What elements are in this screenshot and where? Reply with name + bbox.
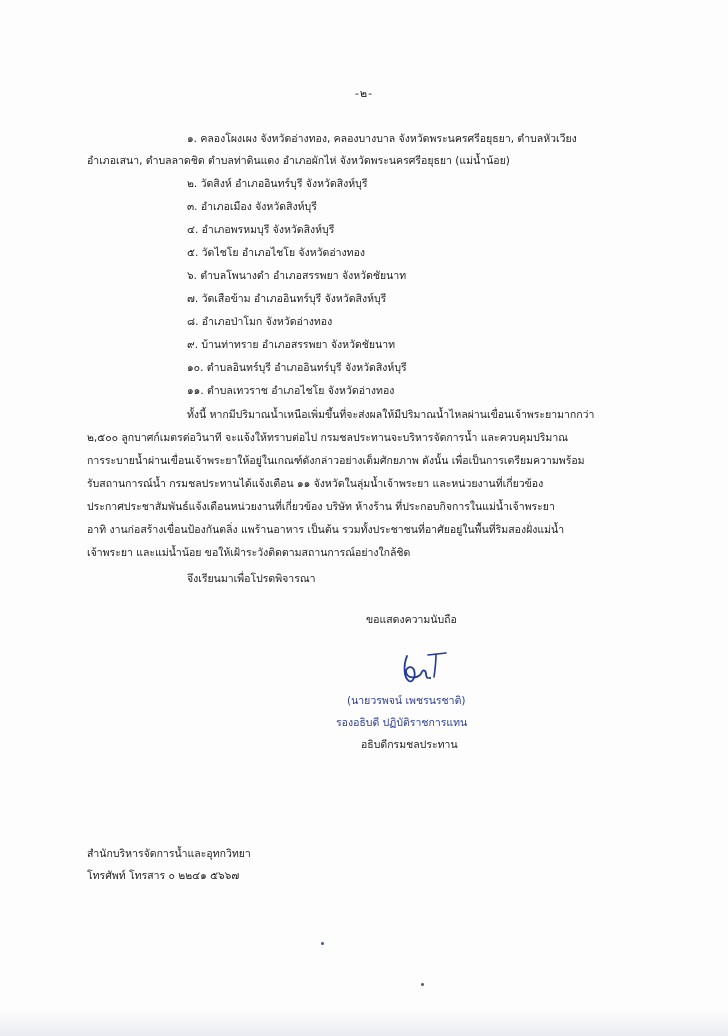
regards-text: ขอแสดงความนับถือ [366,614,457,626]
list-item: ๘. อำเภอป่าโมก จังหวัดอ่างทอง [187,316,333,328]
paragraph-line: รับสถานการณ์น้ำ กรมชลประทานได้แจ้งเตือน ๑๑ จังหวัดในลุ่มน้ำเจ้าพระยา และหน่วยงานที่เกี่ยวข้อง [87,478,544,490]
list-item: ๙. บ้านท่าทราย อำเภอสรรพยา จังหวัดชัยนาท [187,339,396,351]
list-item: ๓. อำเภอเมือง จังหวัดสิงห์บุรี [187,201,317,213]
list-item: ๒. วัดสิงห์ อำเภออินทร์บุรี จังหวัดสิงห์บุรี [187,178,368,190]
footer-phone: โทรศัพท์ โทรสาร ๐ ๒๒๔๑ ๕๖๖๗ [87,870,240,882]
list-item: ๖. ตำบลโพนางดำ อำเภอสรรพยา จังหวัดชัยนาท [187,270,407,282]
paragraph-line: ทั้งนี้ หากมีปริมาณน้ำเหนือเพิ่มขึ้นที่จะส่งผลให้มีปริมาณน้ำไหลผ่านเขื่อนเจ้าพระยามากกว่า [187,409,595,421]
list-item-1-line-2: อำเภอเสนา, ตำบลลาดชิด ตำบลท่าดินแดง อำเภอผักไห่ จังหวัดพระนครศรีอยุธยา (แม่น้ำน้อย) [87,155,510,167]
list-item: ๑๑. ตำบลเทวราช อำเภอไชโย จังหวัดอ่างทอง [187,385,395,397]
paragraph-line: ประกาศประชาสัมพันธ์แจ้งเตือนหน่วยงานที่เกี่ยวข้อง บริษัท ห้างร้าน ที่ประกอบกิจการในแม่น้ำเจ้าพระยา [87,501,555,513]
page-number: -๒- [354,87,374,100]
list-item-1-line-1: ๑. คลองโผงเผง จังหวัดอ่างทอง, คลองบางบาล จังหวัดพระนครศรีอยุธยา, ตำบลหัวเวียง [187,133,577,145]
paragraph-line: การระบายน้ำผ่านเขื่อนเจ้าพระยาให้อยู่ในเกณฑ์ดังกล่าวอย่างเต็มศักยภาพ ดังนั้น เพื่อเป็นการเตรียมความพร้อม [87,455,585,467]
signer-name: (นายวรพจน์ เพชรนรชาติ) [347,695,466,707]
signer-title: อธิบดีกรมชลประทาน [361,739,458,751]
list-item: ๗. วัดเสือข้าม อำเภออินทร์บุรี จังหวัดสิงห์บุรี [187,293,387,305]
list-item: ๑๐. ตำบลอินทร์บุรี อำเภออินทร์บุรี จังหวัดสิงห์บุรี [187,362,407,374]
list-item: ๕. วัดไชโย อำเภอไชโย จังหวัดอ่างทอง [187,247,366,259]
paragraph-line: เจ้าพระยา และแม่น้ำน้อย ขอให้เฝ้าระวังติดตามสถานการณ์อย่างใกล้ชิด [87,547,411,559]
handwritten-signature [398,648,454,688]
signer-position: รองอธิบดี ปฏิบัติราชการแทน [336,717,468,729]
footer-office: สำนักบริหารจัดการน้ำและอุทกวิทยา [87,848,251,860]
list-item: ๔. อำเภอพรหมบุรี จังหวัดสิงห์บุรี [187,224,335,236]
paragraph-line: ๒,๕๐๐ ลูกบาศก์เมตรต่อวินาที จะแจ้งให้ทราบต่อไป กรมชลประทานจะบริหารจัดการน้ำ และควบคุมปริมาณ [87,432,568,444]
scan-shadow [0,1010,728,1036]
paragraph-line: อาทิ งานก่อสร้างเขื่อนป้องกันตลิ่ง แพร้านอาหาร เป็นต้น รวมทั้งประชาชนที่อาศัยอยู่ในพื้นที่ริมสองฝั่งแม่น้ำ [87,524,565,536]
scan-speck [321,942,324,945]
closing-line: จึงเรียนมาเพื่อโปรดพิจารณา [187,573,316,585]
scan-speck [421,983,424,986]
